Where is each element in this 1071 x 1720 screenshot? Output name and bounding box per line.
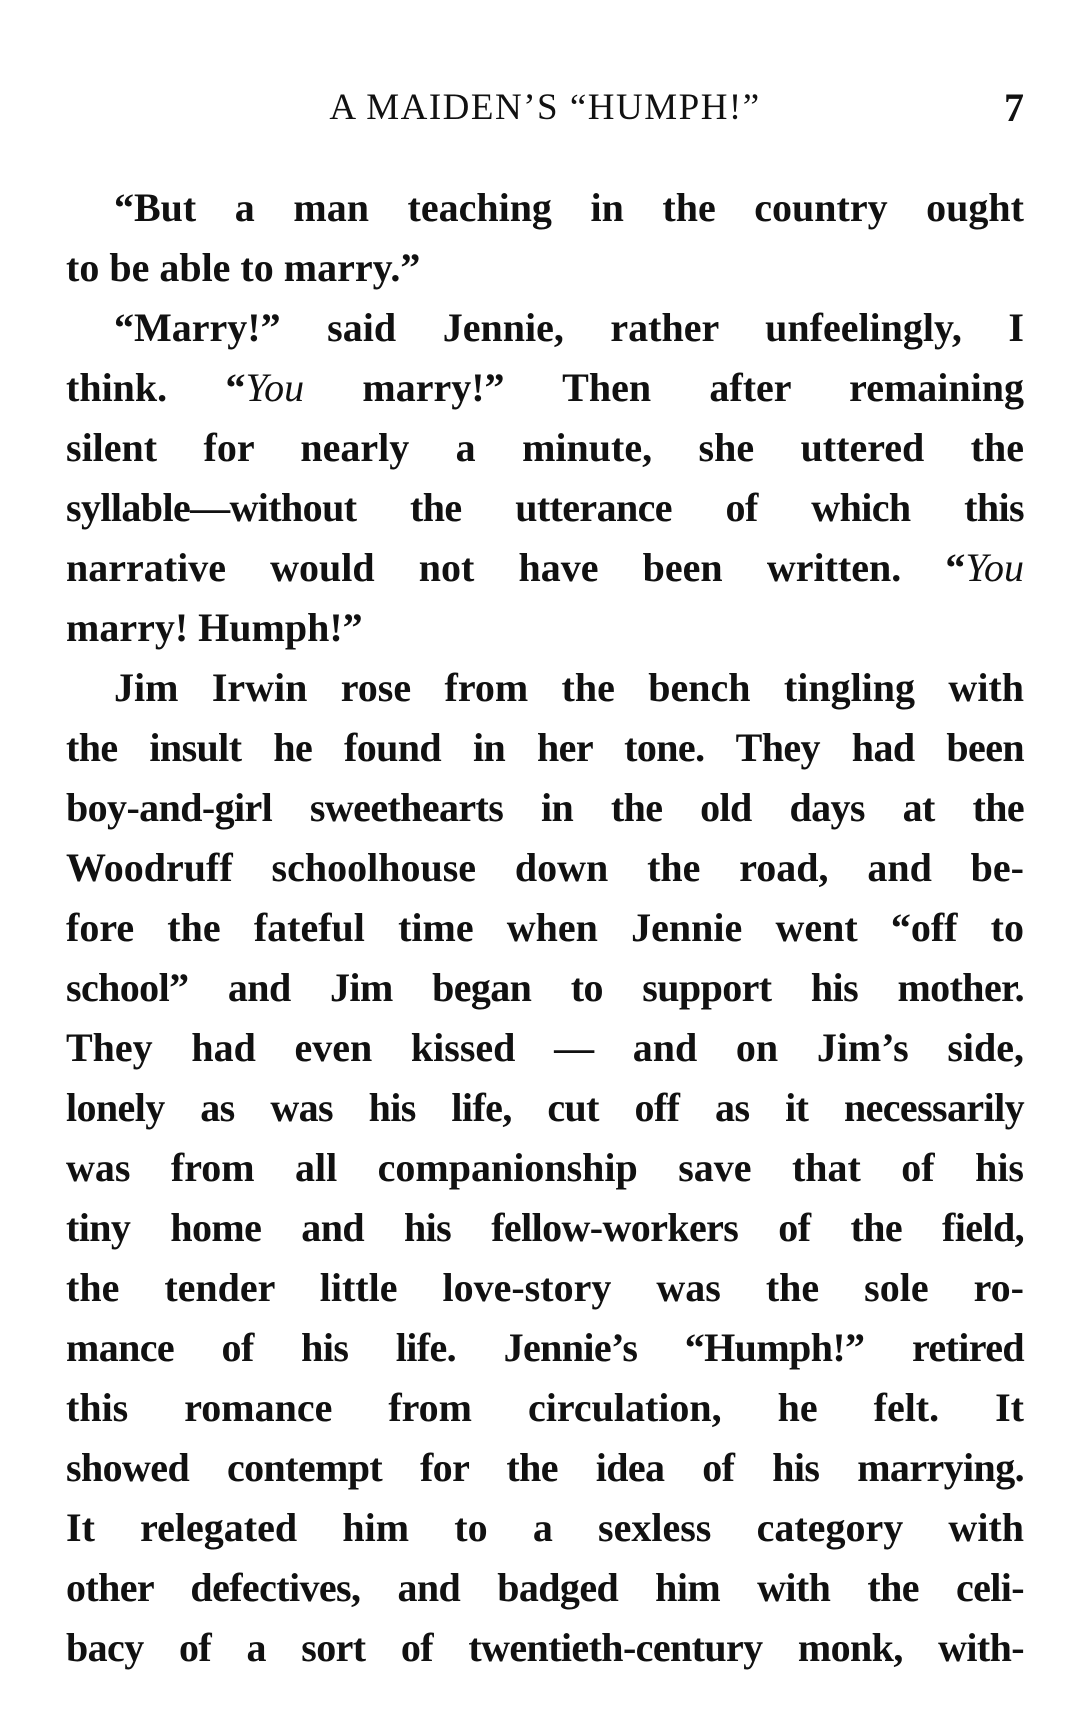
text-line: school” and Jim began to support his mother. [66,965,1024,1010]
text-line: tiny home and his fellow-workers of the field, [66,1205,1024,1250]
text-line: It relegated him to a sexless category with [66,1505,1024,1550]
text-line: silent for nearly a minute, she uttered the [66,425,1024,470]
emphasis: You [965,545,1024,590]
text-line: fore the fateful time when Jennie went “off to [66,905,1024,950]
text-line: lonely as was his life, cut off as it necessarily [66,1085,1024,1130]
text-line: bacy of a sort of twentieth-century monk, with- [66,1625,1024,1670]
running-title: A MAIDEN’S “HUMPH!” [329,87,761,128]
text-line: Jim Irwin rose from the bench tingling with [114,665,1024,710]
text-line: boy-and-girl sweethearts in the old days at the [66,785,1024,830]
text-line: was from all companionship save that of his [66,1145,1024,1190]
text-line: They had even kissed — and on Jim’s side, [66,1025,1024,1070]
text-line: other defectives, and badged him with the celi- [66,1565,1024,1610]
text-line: mance of his life. Jennie’s “Humph!” retired [66,1325,1024,1370]
text-line: “But a man teaching in the country ought [114,185,1024,230]
text-line: to be able to marry.” [66,245,421,290]
text-line: the insult he found in her tone. They had been [66,725,1024,770]
text-line: “Marry!” said Jennie, rather unfeelingly, I [114,305,1024,350]
text-line: syllable—without the utterance of which this [66,485,1024,530]
text-line: Woodruff schoolhouse down the road, and be- [66,845,1024,890]
emphasis: You [245,365,305,410]
text-line: showed contempt for the idea of his marrying. [66,1445,1024,1490]
text-line: marry! Humph!” [66,605,363,650]
body-text [66,178,1024,1678]
running-head [66,78,1024,138]
text-line: the tender little love-story was the sole ro- [66,1265,1024,1310]
page-number: 7 [1004,85,1024,130]
text-line: think. “You marry!” Then after remaining [66,365,1024,410]
text-line: narrative would not have been written. “You [66,545,1024,590]
text-line: this romance from circulation, he felt. It [66,1385,1024,1430]
